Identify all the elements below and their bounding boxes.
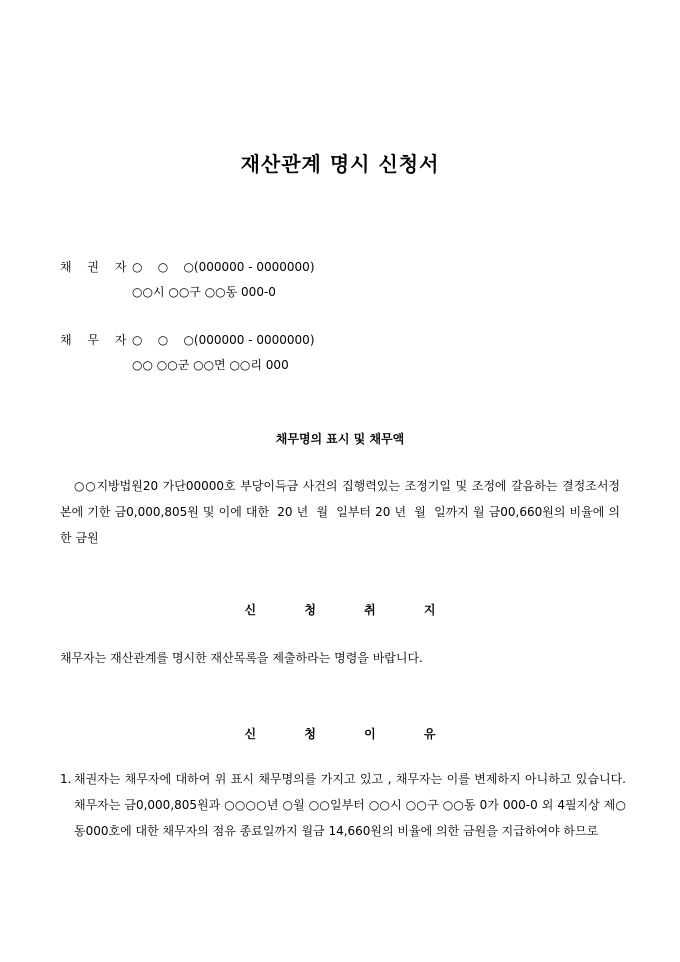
reason-item-text: 채권자는 채무자에 대하여 위 표시 채무명의를 가지고 있고 , 채무자는 이를 변제하지 아니하고 있습니다. 채무자는 금0,000,805원과 ○○○○년 ○월 ○○일부터 ○○시 ○○구 ○○동 0가 000-0 외 4필지상 제○동000호에 대한 채무자의 점유 종료일까지 월금 14,660원의 비율에 의한 금원을 지급하여야 하므로 <box>74 772 626 838</box>
debtor-address: ○○ ○○군 ○○면 ○○리 000 <box>132 358 289 372</box>
creditor-label: 채 권 자 <box>60 260 133 274</box>
reason-heading-text: 신 청 이 유 <box>244 727 458 741</box>
debtor-label: 채 무 자 <box>60 333 133 347</box>
reason-heading <box>0 725 680 742</box>
creditor-name: ○ ○ ○(000000 - 0000000) <box>132 260 315 274</box>
purpose-heading <box>0 601 680 618</box>
debt-title-body: ○○지방법원20 가단00000호 부당이득금 사건의 집행력있는 조정기일 및 조정에 갈음하는 결정조서정본에 기한 금0,000,805원 및 이에 대한 20 년 월 일부터 20 년 월 일까지 월 금00,660원의 비율에 의한 금원 <box>60 479 620 545</box>
reason-item <box>60 766 626 844</box>
creditor-row <box>60 258 315 275</box>
reason-item-number: 1. <box>60 772 72 786</box>
debtor-name: ○ ○ ○(000000 - 0000000) <box>132 333 315 347</box>
document-title: 재산관계 명시 신청서 <box>240 152 440 176</box>
debt-title-heading: 채무명의 표시 및 채무액 <box>275 432 405 446</box>
purpose-body: 채무자는 재산관계를 명시한 재산목록을 제출하라는 명령을 바랍니다. <box>60 651 423 665</box>
debtor-row <box>60 331 315 348</box>
purpose-heading-text: 신 청 취 지 <box>244 603 458 617</box>
creditor-address: ○○시 ○○구 ○○동 000-0 <box>132 285 276 299</box>
